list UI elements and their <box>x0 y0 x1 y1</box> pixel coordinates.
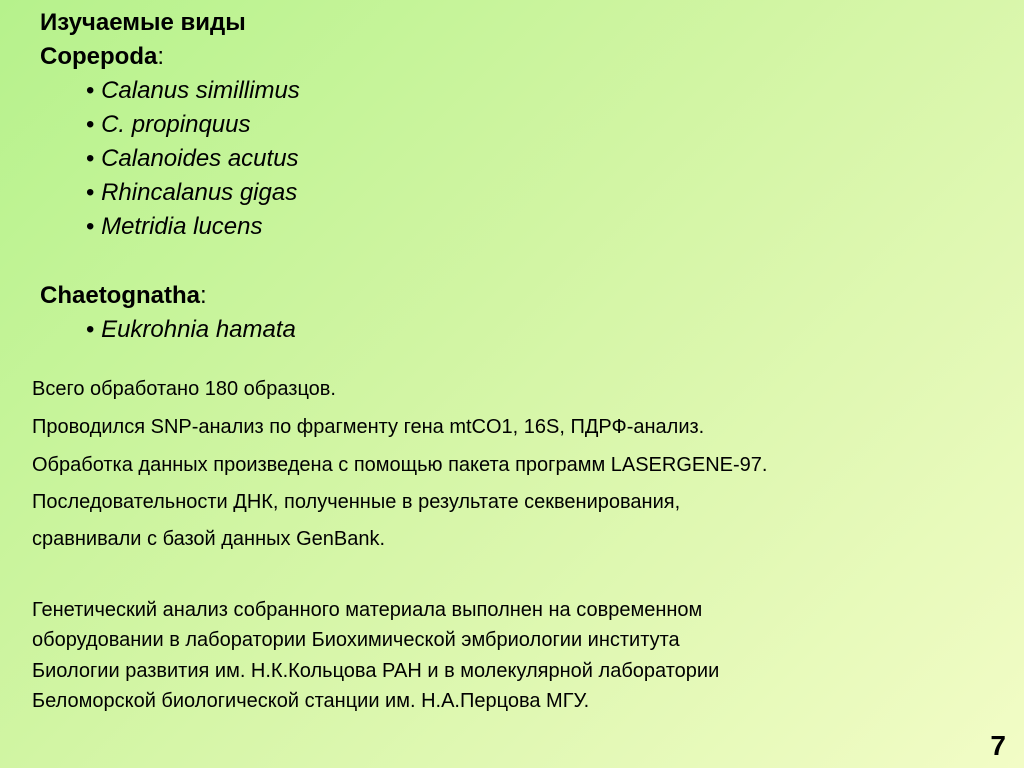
species-item <box>86 178 297 208</box>
bullet: • <box>86 111 95 138</box>
lab-line: Беломорской биологической станции им. Н.А.Перцова МГУ. <box>32 690 590 712</box>
methods-line: сравнивали с базой данных GenBank. <box>32 528 386 550</box>
methods-line: Всего обработано 180 образцов. <box>32 378 336 400</box>
species-name: Calanus simillimus <box>101 77 300 104</box>
lab-line: оборудовании в лаборатории Биохимической эмбриологии института <box>32 629 680 651</box>
group-name: Chaetognatha <box>40 282 201 309</box>
species-item <box>86 315 296 345</box>
group-title-chaetognatha <box>40 281 207 311</box>
lab-line: Генетический анализ собранного материала выполнен на современном <box>32 599 703 621</box>
heading-studied-species: Изучаемые виды <box>40 9 246 36</box>
methods-line: Последовательности ДНК, полученные в результате секвенирования, <box>32 491 681 513</box>
methods-line: Проводился SNP-анализ по фрагменту гена mtCO1, 16S, ПДРФ-анализ. <box>32 416 705 438</box>
bullet: • <box>86 77 95 104</box>
group-name: Copepoda <box>40 43 158 70</box>
bullet: • <box>86 213 95 240</box>
colon: : <box>157 43 164 70</box>
species-item <box>86 144 299 174</box>
colon: : <box>200 282 207 309</box>
species-item <box>86 76 300 106</box>
species-name: Rhincalanus gigas <box>101 179 298 206</box>
species-name: Calanoides acutus <box>101 145 299 172</box>
bullet: • <box>86 179 95 206</box>
bullet: • <box>86 145 95 172</box>
group-title-copepoda <box>40 42 164 72</box>
page-number: 7 <box>990 730 1006 761</box>
methods-line: Обработка данных произведена с помощью пакета программ LASERGENE-97. <box>32 454 768 476</box>
lab-line: Биологии развития им. Н.К.Кольцова РАН и в молекулярной лаборатории <box>32 660 720 682</box>
species-name: Metridia lucens <box>101 213 263 240</box>
species-item <box>86 212 262 242</box>
species-name: C. propinquus <box>101 111 251 138</box>
bullet: • <box>86 316 95 343</box>
species-item <box>86 110 251 140</box>
species-name: Eukrohnia hamata <box>101 316 296 343</box>
